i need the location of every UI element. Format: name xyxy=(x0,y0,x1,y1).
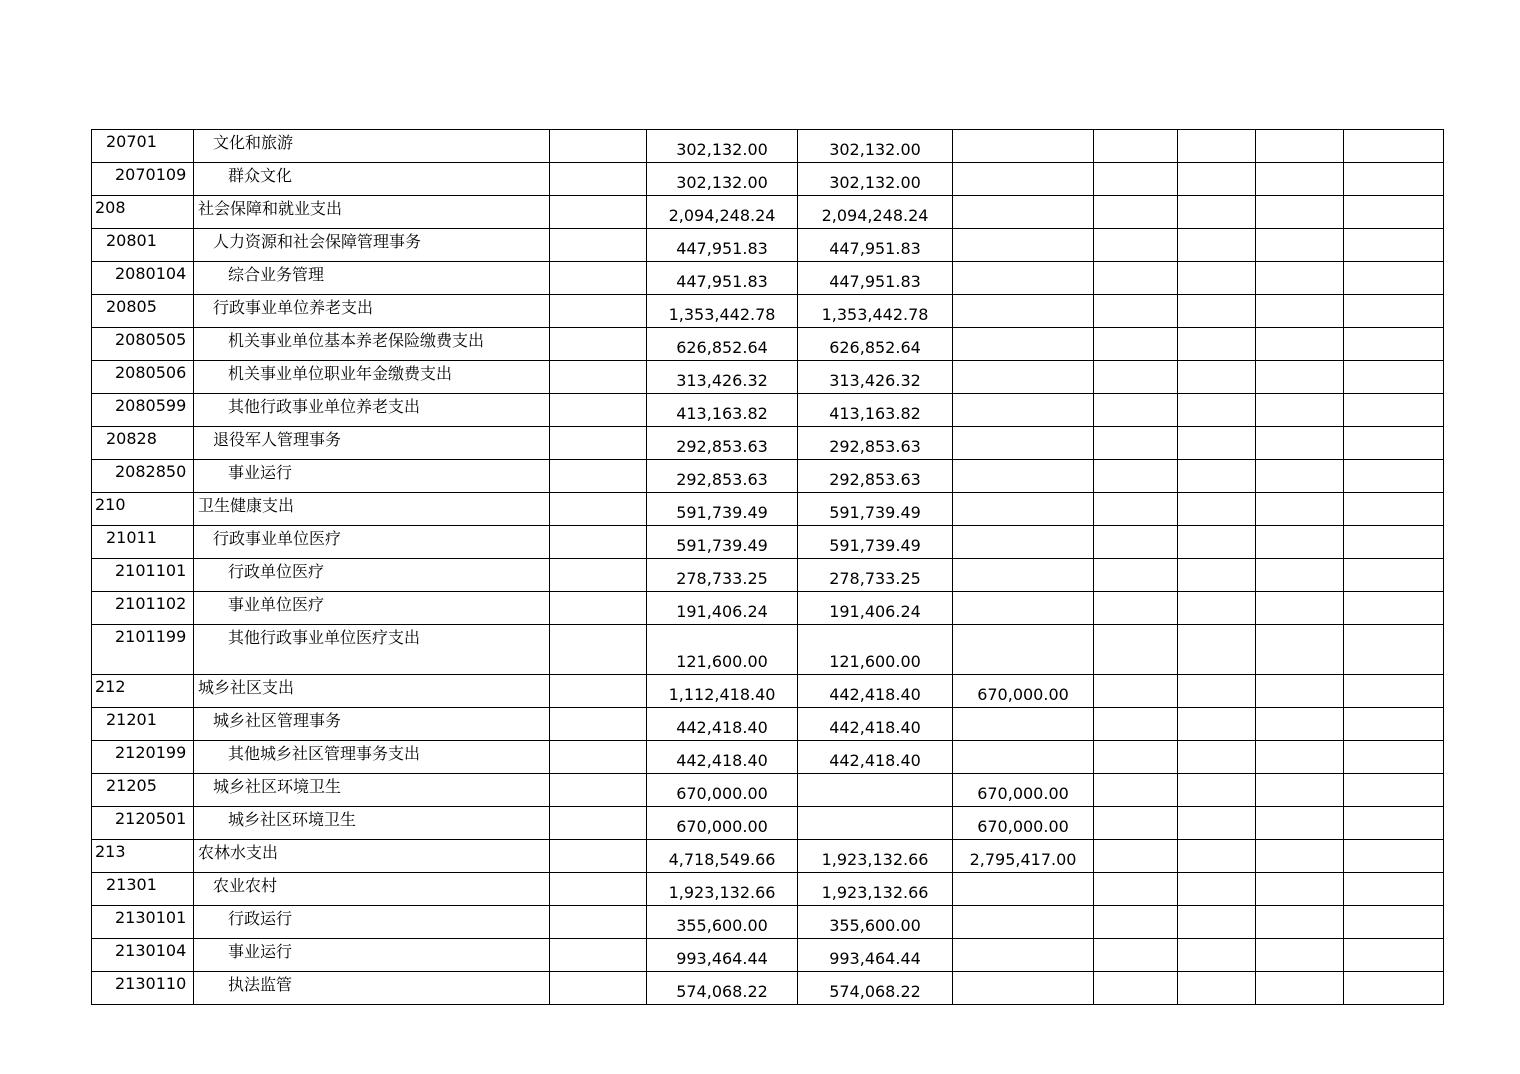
row-total: 447,951.83 xyxy=(647,262,798,295)
row-empty-cell xyxy=(550,163,647,196)
row-basic-expenditure: 302,132.00 xyxy=(798,163,953,196)
row-basic-expenditure: 993,464.44 xyxy=(798,939,953,972)
row-empty-cell xyxy=(1344,625,1444,675)
row-empty-cell xyxy=(550,196,647,229)
row-name: 综合业务管理 xyxy=(194,262,550,295)
row-empty-cell xyxy=(1094,708,1178,741)
row-basic-expenditure: 413,163.82 xyxy=(798,394,953,427)
row-total: 302,132.00 xyxy=(647,163,798,196)
row-project-expenditure xyxy=(953,906,1094,939)
row-empty-cell xyxy=(1178,262,1256,295)
row-total: 574,068.22 xyxy=(647,972,798,1005)
table-row xyxy=(92,873,1444,906)
row-code: 2101102 xyxy=(92,592,194,625)
row-name: 农林水支出 xyxy=(194,840,550,873)
row-empty-cell xyxy=(1094,295,1178,328)
row-empty-cell xyxy=(1256,295,1344,328)
row-empty-cell xyxy=(1344,939,1444,972)
row-empty-cell xyxy=(550,906,647,939)
row-empty-cell xyxy=(1178,741,1256,774)
row-project-expenditure xyxy=(953,708,1094,741)
row-name: 事业单位医疗 xyxy=(194,592,550,625)
row-name: 机关事业单位基本养老保险缴费支出 xyxy=(194,328,550,361)
row-empty-cell xyxy=(1344,262,1444,295)
row-name: 机关事业单位职业年金缴费支出 xyxy=(194,361,550,394)
row-empty-cell xyxy=(1344,229,1444,262)
table-row xyxy=(92,196,1444,229)
row-total: 1,112,418.40 xyxy=(647,675,798,708)
row-name: 行政运行 xyxy=(194,906,550,939)
row-total: 1,353,442.78 xyxy=(647,295,798,328)
row-name: 城乡社区支出 xyxy=(194,675,550,708)
row-basic-expenditure: 2,094,248.24 xyxy=(798,196,953,229)
row-empty-cell xyxy=(1344,972,1444,1005)
row-code: 2080104 xyxy=(92,262,194,295)
row-empty-cell xyxy=(1178,840,1256,873)
row-empty-cell xyxy=(1094,840,1178,873)
row-basic-expenditure xyxy=(798,807,953,840)
row-basic-expenditure: 313,426.32 xyxy=(798,361,953,394)
row-project-expenditure xyxy=(953,130,1094,163)
table-row xyxy=(92,906,1444,939)
row-project-expenditure xyxy=(953,262,1094,295)
row-empty-cell xyxy=(1344,196,1444,229)
row-total: 355,600.00 xyxy=(647,906,798,939)
row-empty-cell xyxy=(1094,262,1178,295)
row-basic-expenditure xyxy=(798,774,953,807)
row-total: 292,853.63 xyxy=(647,460,798,493)
row-empty-cell xyxy=(1344,559,1444,592)
row-empty-cell xyxy=(1256,427,1344,460)
row-empty-cell xyxy=(1256,493,1344,526)
row-project-expenditure xyxy=(953,295,1094,328)
row-empty-cell xyxy=(1256,939,1344,972)
table-row xyxy=(92,493,1444,526)
row-empty-cell xyxy=(1178,394,1256,427)
row-empty-cell xyxy=(1344,295,1444,328)
row-project-expenditure xyxy=(953,741,1094,774)
row-empty-cell xyxy=(550,493,647,526)
row-empty-cell xyxy=(1178,708,1256,741)
row-code: 2130110 xyxy=(92,972,194,1005)
table-row xyxy=(92,163,1444,196)
row-empty-cell xyxy=(1094,592,1178,625)
row-empty-cell xyxy=(1256,741,1344,774)
row-empty-cell xyxy=(1094,939,1178,972)
row-name: 事业运行 xyxy=(194,939,550,972)
row-empty-cell xyxy=(1344,807,1444,840)
row-name: 其他行政事业单位养老支出 xyxy=(194,394,550,427)
row-total: 591,739.49 xyxy=(647,526,798,559)
row-empty-cell xyxy=(1178,675,1256,708)
budget-table xyxy=(91,129,1444,1005)
row-code: 21011 xyxy=(92,526,194,559)
row-total: 302,132.00 xyxy=(647,130,798,163)
row-name: 卫生健康支出 xyxy=(194,493,550,526)
row-empty-cell xyxy=(550,625,647,675)
row-project-expenditure xyxy=(953,427,1094,460)
row-code: 20801 xyxy=(92,229,194,262)
row-empty-cell xyxy=(550,460,647,493)
row-project-expenditure xyxy=(953,526,1094,559)
table-row xyxy=(92,361,1444,394)
row-empty-cell xyxy=(1178,328,1256,361)
row-empty-cell xyxy=(1178,229,1256,262)
row-empty-cell xyxy=(1344,708,1444,741)
row-project-expenditure: 670,000.00 xyxy=(953,675,1094,708)
row-name: 行政事业单位养老支出 xyxy=(194,295,550,328)
row-empty-cell xyxy=(1344,873,1444,906)
table-row xyxy=(92,130,1444,163)
row-project-expenditure xyxy=(953,625,1094,675)
row-empty-cell xyxy=(1344,361,1444,394)
row-empty-cell xyxy=(1256,526,1344,559)
row-project-expenditure xyxy=(953,163,1094,196)
row-total: 626,852.64 xyxy=(647,328,798,361)
row-empty-cell xyxy=(1344,130,1444,163)
row-empty-cell xyxy=(1256,873,1344,906)
row-total: 4,718,549.66 xyxy=(647,840,798,873)
row-name: 群众文化 xyxy=(194,163,550,196)
table-row xyxy=(92,807,1444,840)
row-empty-cell xyxy=(1256,906,1344,939)
row-empty-cell xyxy=(550,328,647,361)
row-empty-cell xyxy=(1256,625,1344,675)
row-name: 执法监管 xyxy=(194,972,550,1005)
row-total: 313,426.32 xyxy=(647,361,798,394)
row-empty-cell xyxy=(550,526,647,559)
row-total: 413,163.82 xyxy=(647,394,798,427)
row-empty-cell xyxy=(1256,394,1344,427)
row-empty-cell xyxy=(1178,906,1256,939)
row-total: 447,951.83 xyxy=(647,229,798,262)
row-empty-cell xyxy=(1178,163,1256,196)
row-code: 2080506 xyxy=(92,361,194,394)
row-empty-cell xyxy=(1094,807,1178,840)
row-empty-cell xyxy=(550,229,647,262)
row-empty-cell xyxy=(1256,130,1344,163)
row-empty-cell xyxy=(1256,774,1344,807)
row-empty-cell xyxy=(1178,873,1256,906)
row-basic-expenditure: 442,418.40 xyxy=(798,741,953,774)
row-name: 退役军人管理事务 xyxy=(194,427,550,460)
row-empty-cell xyxy=(1344,592,1444,625)
row-code: 213 xyxy=(92,840,194,873)
row-total: 670,000.00 xyxy=(647,774,798,807)
row-empty-cell xyxy=(1344,774,1444,807)
row-empty-cell xyxy=(1094,493,1178,526)
row-code: 2080599 xyxy=(92,394,194,427)
row-basic-expenditure: 1,353,442.78 xyxy=(798,295,953,328)
row-empty-cell xyxy=(550,427,647,460)
row-basic-expenditure: 447,951.83 xyxy=(798,229,953,262)
row-empty-cell xyxy=(1344,163,1444,196)
row-code: 2082850 xyxy=(92,460,194,493)
row-code: 2130101 xyxy=(92,906,194,939)
row-total: 292,853.63 xyxy=(647,427,798,460)
row-code: 21201 xyxy=(92,708,194,741)
row-empty-cell xyxy=(1256,708,1344,741)
row-empty-cell xyxy=(1256,163,1344,196)
row-code: 212 xyxy=(92,675,194,708)
row-name: 行政单位医疗 xyxy=(194,559,550,592)
row-basic-expenditure: 442,418.40 xyxy=(798,675,953,708)
row-total: 442,418.40 xyxy=(647,708,798,741)
row-empty-cell xyxy=(1178,361,1256,394)
row-basic-expenditure: 447,951.83 xyxy=(798,262,953,295)
row-empty-cell xyxy=(1094,559,1178,592)
row-empty-cell xyxy=(550,807,647,840)
row-empty-cell xyxy=(1256,361,1344,394)
row-empty-cell xyxy=(1178,295,1256,328)
row-empty-cell xyxy=(550,675,647,708)
row-empty-cell xyxy=(550,939,647,972)
row-project-expenditure xyxy=(953,972,1094,1005)
row-empty-cell xyxy=(1344,675,1444,708)
row-empty-cell xyxy=(1256,460,1344,493)
row-project-expenditure xyxy=(953,196,1094,229)
row-empty-cell xyxy=(1178,526,1256,559)
table-row xyxy=(92,592,1444,625)
row-total: 278,733.25 xyxy=(647,559,798,592)
row-empty-cell xyxy=(1178,939,1256,972)
row-code: 2070109 xyxy=(92,163,194,196)
row-total: 442,418.40 xyxy=(647,741,798,774)
table-row xyxy=(92,229,1444,262)
row-empty-cell xyxy=(1344,493,1444,526)
row-project-expenditure xyxy=(953,592,1094,625)
row-project-expenditure xyxy=(953,939,1094,972)
row-empty-cell xyxy=(1178,460,1256,493)
row-code: 21301 xyxy=(92,873,194,906)
row-basic-expenditure: 1,923,132.66 xyxy=(798,840,953,873)
row-total: 1,923,132.66 xyxy=(647,873,798,906)
row-empty-cell xyxy=(1178,559,1256,592)
row-empty-cell xyxy=(1256,262,1344,295)
row-project-expenditure xyxy=(953,460,1094,493)
row-total: 591,739.49 xyxy=(647,493,798,526)
row-empty-cell xyxy=(1094,675,1178,708)
row-name: 社会保障和就业支出 xyxy=(194,196,550,229)
row-empty-cell xyxy=(1178,592,1256,625)
row-code: 2101199 xyxy=(92,625,194,675)
row-empty-cell xyxy=(550,262,647,295)
row-name: 城乡社区管理事务 xyxy=(194,708,550,741)
row-code: 20701 xyxy=(92,130,194,163)
row-empty-cell xyxy=(1094,328,1178,361)
row-basic-expenditure: 591,739.49 xyxy=(798,493,953,526)
row-total: 2,094,248.24 xyxy=(647,196,798,229)
row-empty-cell xyxy=(1256,328,1344,361)
table-row xyxy=(92,328,1444,361)
row-empty-cell xyxy=(1094,972,1178,1005)
row-empty-cell xyxy=(1094,196,1178,229)
row-empty-cell xyxy=(1344,427,1444,460)
row-code: 2120501 xyxy=(92,807,194,840)
row-empty-cell xyxy=(1178,493,1256,526)
row-basic-expenditure: 302,132.00 xyxy=(798,130,953,163)
row-empty-cell xyxy=(1344,526,1444,559)
row-empty-cell xyxy=(1178,625,1256,675)
row-project-expenditure xyxy=(953,873,1094,906)
row-empty-cell xyxy=(1178,774,1256,807)
table-row xyxy=(92,460,1444,493)
row-empty-cell xyxy=(1094,625,1178,675)
row-empty-cell xyxy=(550,873,647,906)
row-empty-cell xyxy=(1344,328,1444,361)
row-code: 208 xyxy=(92,196,194,229)
row-empty-cell xyxy=(1256,807,1344,840)
table-row xyxy=(92,526,1444,559)
row-empty-cell xyxy=(1094,873,1178,906)
row-basic-expenditure: 292,853.63 xyxy=(798,460,953,493)
row-empty-cell xyxy=(550,559,647,592)
row-empty-cell xyxy=(550,708,647,741)
row-code: 2080505 xyxy=(92,328,194,361)
row-empty-cell xyxy=(1344,394,1444,427)
row-basic-expenditure: 591,739.49 xyxy=(798,526,953,559)
table-row xyxy=(92,295,1444,328)
row-code: 210 xyxy=(92,493,194,526)
row-empty-cell xyxy=(1256,675,1344,708)
row-total: 191,406.24 xyxy=(647,592,798,625)
row-name: 城乡社区环境卫生 xyxy=(194,807,550,840)
row-basic-expenditure: 626,852.64 xyxy=(798,328,953,361)
row-basic-expenditure: 442,418.40 xyxy=(798,708,953,741)
row-empty-cell xyxy=(1178,196,1256,229)
row-name: 其他行政事业单位医疗支出 xyxy=(194,625,550,675)
row-basic-expenditure: 574,068.22 xyxy=(798,972,953,1005)
row-empty-cell xyxy=(550,394,647,427)
row-empty-cell xyxy=(1178,807,1256,840)
row-project-expenditure xyxy=(953,394,1094,427)
row-empty-cell xyxy=(1256,559,1344,592)
row-empty-cell xyxy=(1344,906,1444,939)
row-total: 121,600.00 xyxy=(647,625,798,675)
table-row xyxy=(92,708,1444,741)
row-project-expenditure: 670,000.00 xyxy=(953,807,1094,840)
row-empty-cell xyxy=(1094,741,1178,774)
row-empty-cell xyxy=(550,361,647,394)
row-name: 人力资源和社会保障管理事务 xyxy=(194,229,550,262)
row-basic-expenditure: 278,733.25 xyxy=(798,559,953,592)
row-empty-cell xyxy=(1094,526,1178,559)
row-empty-cell xyxy=(550,741,647,774)
row-empty-cell xyxy=(1256,972,1344,1005)
row-code: 2101101 xyxy=(92,559,194,592)
table-row xyxy=(92,939,1444,972)
row-project-expenditure xyxy=(953,229,1094,262)
row-empty-cell xyxy=(1094,163,1178,196)
row-basic-expenditure: 1,923,132.66 xyxy=(798,873,953,906)
row-empty-cell xyxy=(1256,592,1344,625)
row-empty-cell xyxy=(1094,394,1178,427)
table-row xyxy=(92,394,1444,427)
row-empty-cell xyxy=(1094,427,1178,460)
row-project-expenditure xyxy=(953,361,1094,394)
row-empty-cell xyxy=(550,972,647,1005)
table-body xyxy=(92,130,1444,1005)
row-empty-cell xyxy=(1094,361,1178,394)
row-total: 670,000.00 xyxy=(647,807,798,840)
row-empty-cell xyxy=(1178,427,1256,460)
table-row xyxy=(92,774,1444,807)
row-empty-cell xyxy=(1094,130,1178,163)
row-empty-cell xyxy=(550,774,647,807)
row-project-expenditure xyxy=(953,493,1094,526)
row-empty-cell xyxy=(1178,130,1256,163)
row-empty-cell xyxy=(1094,229,1178,262)
row-project-expenditure xyxy=(953,328,1094,361)
row-name: 其他城乡社区管理事务支出 xyxy=(194,741,550,774)
table-row xyxy=(92,675,1444,708)
row-empty-cell xyxy=(1256,840,1344,873)
table-row xyxy=(92,559,1444,592)
row-code: 20805 xyxy=(92,295,194,328)
table-row xyxy=(92,625,1444,675)
row-empty-cell xyxy=(550,592,647,625)
row-name: 农业农村 xyxy=(194,873,550,906)
row-basic-expenditure: 121,600.00 xyxy=(798,625,953,675)
table-row xyxy=(92,741,1444,774)
table-row xyxy=(92,262,1444,295)
row-project-expenditure: 2,795,417.00 xyxy=(953,840,1094,873)
row-empty-cell xyxy=(1094,774,1178,807)
row-empty-cell xyxy=(1256,196,1344,229)
table-row xyxy=(92,427,1444,460)
row-name: 城乡社区环境卫生 xyxy=(194,774,550,807)
row-empty-cell xyxy=(1344,840,1444,873)
row-project-expenditure xyxy=(953,559,1094,592)
table-row xyxy=(92,840,1444,873)
row-code: 21205 xyxy=(92,774,194,807)
row-empty-cell xyxy=(1256,229,1344,262)
row-basic-expenditure: 355,600.00 xyxy=(798,906,953,939)
row-empty-cell xyxy=(1094,906,1178,939)
row-total: 993,464.44 xyxy=(647,939,798,972)
row-empty-cell xyxy=(550,130,647,163)
row-name: 文化和旅游 xyxy=(194,130,550,163)
row-empty-cell xyxy=(1344,460,1444,493)
row-code: 2130104 xyxy=(92,939,194,972)
row-code: 2120199 xyxy=(92,741,194,774)
row-empty-cell xyxy=(1178,972,1256,1005)
row-empty-cell xyxy=(550,295,647,328)
row-code: 20828 xyxy=(92,427,194,460)
row-project-expenditure: 670,000.00 xyxy=(953,774,1094,807)
table-row xyxy=(92,972,1444,1005)
row-name: 行政事业单位医疗 xyxy=(194,526,550,559)
row-empty-cell xyxy=(1344,741,1444,774)
row-basic-expenditure: 191,406.24 xyxy=(798,592,953,625)
row-basic-expenditure: 292,853.63 xyxy=(798,427,953,460)
row-empty-cell xyxy=(1094,460,1178,493)
row-name: 事业运行 xyxy=(194,460,550,493)
row-empty-cell xyxy=(550,840,647,873)
